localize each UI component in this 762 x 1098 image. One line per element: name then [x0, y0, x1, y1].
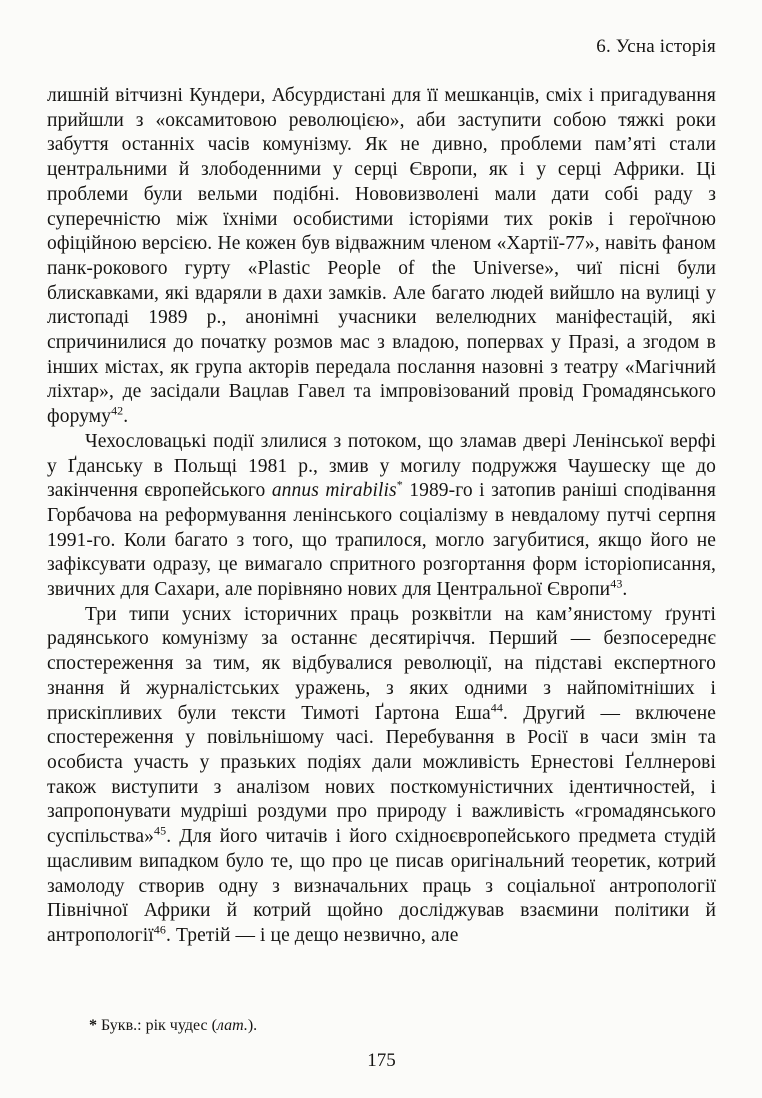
footnote-text: Букв.: рік чудес (лат.).	[101, 1017, 258, 1034]
footnote	[47, 1016, 716, 1036]
paragraph: Три типи усних історичних праць розквітли на кам’янистому ґрунті радянського комунізму за останнє десятиріччя. Перший — безпосереднє спостереження за тим, як відбувалися революції, на підставі експертного знання й журналістських уражень, з яких одними з найпомітніших і прискіпливих були тексти Тимоті Ґартона Еша$^{44}$. Другий — включене спостереження у повільнішому часі. Перебування в Росії в часи змін та особиста участь у празьких подіях дали можливість Ернестові Ґеллнерові також виступити з аналізом нових посткомуністичних ідентичностей, і запропонувати мудріші роздуми про природу і важливість «громадянського суспільства»$^{45}$. Для його читачів і його східноєвропейського предмета студій щасливим випадком було те, що про це писав оригінальний теоретик, котрий замолоду створив одну з визначальних праць з соціальної антропології Північної Африки й котрий щойно досліджував взаємини політики й антропології$^{46}$. Третій — і це дещо незвично, але	[47, 603, 716, 946]
page-number: 175	[367, 1050, 396, 1071]
paragraph: лишній вітчизні Кундери, Абсурдистані для її мешканців, сміх і пригадування прийшли з «оксамитовою революцією», аби заступити собою тяжкі роки забуття останніх часів комунізму. Як не дивно, проблеми пам’яті стали центральними й злободенними у серці Європи, як і у серці Африки. Ці проблеми були вельми подібні. Нововизволені мали дати собі раду з суперечністю між їхніми особистими історіями тих років і героїчною офіційною версією. Не кожен був відважним членом «Хартії-77», навіть фаном панк-рокового гурту «Plastic People of the Universe», чиї пісні були блискавками, які вдаряли в дахи замків. Але багато людей вийшло на вулиці у листопаді 1989 р., анонімні учасники велелюдних маніфестацій, які спричинилися до початку розмов мас з владою, попервах у Празі, а згодом в інших містах, як група акторів передала послання назовні з театру «Магічний ліхтар», де засідали Вацлав Гавел та імпровізований провід Громадянського форуму$^{42}$.	[47, 85, 716, 428]
body-text	[47, 84, 716, 949]
running-header: 6. Усна історія	[596, 36, 716, 57]
footnote-marker: *	[89, 1017, 97, 1034]
paragraph: Чехословацькі події злилися з потоком, що зламав двері Ленінської верфі у Ґданську в Польщі 1981 р., змив у могилу подружжя Чаушеску ще до закінчення європейського annus mirabilis* 1989-го і затопив раніші сподівання Горбачова на реформування ленінського соціалізму в невдалому путчі серпня 1991-го. Коли багато з того, що трапилося, могло загубитися, якщо його не зафіксувати одразу, це вимагало спритного розгортання форм історіописання, звичних для Сахари, але порівняно нових для Центральної Європи$^{43}$.	[47, 430, 716, 601]
page-footer	[47, 1016, 716, 1072]
